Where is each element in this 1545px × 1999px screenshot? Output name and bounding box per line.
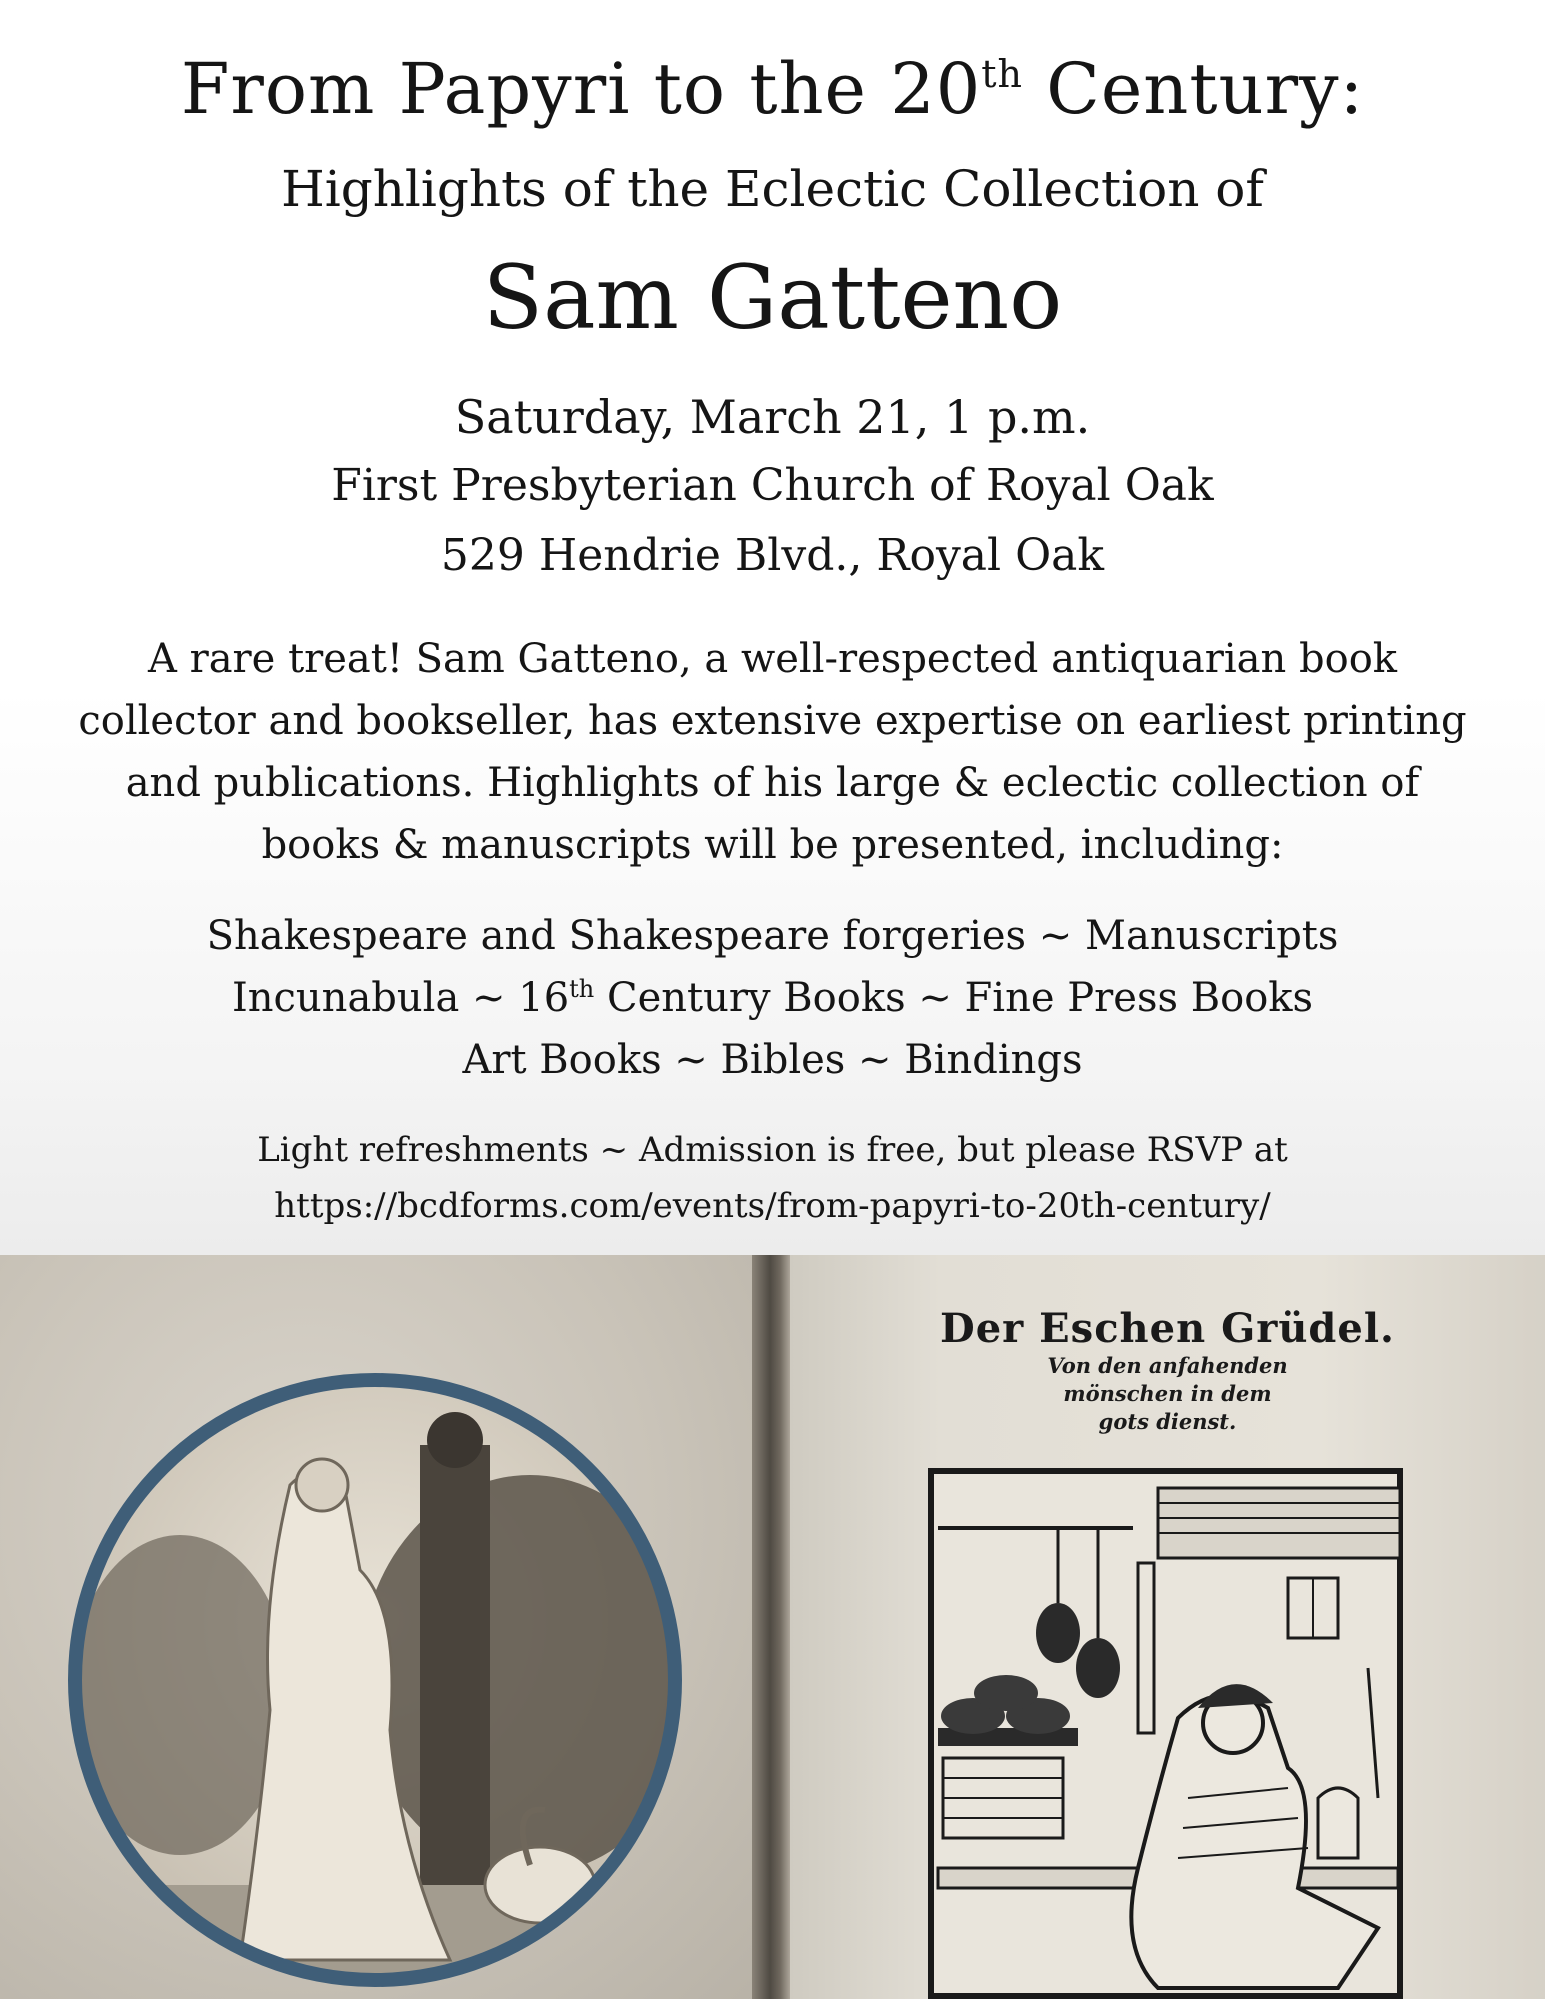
title-superscript: th: [981, 52, 1024, 96]
topics-line-1: Shakespeare and Shakespeare forgeries ~ Manuscripts: [206, 913, 1339, 959]
book-page-title: Der Eschen Grüdel.: [940, 1305, 1395, 1352]
topics-line-2-text: Incunabula ~ 16: [231, 975, 570, 1021]
event-date: Saturday, March 21, 1 p.m.: [454, 390, 1091, 444]
event-address: 529 Hendrie Blvd., Royal Oak: [440, 530, 1105, 581]
flyer-subtitle: Highlights of the Eclectic Collection of: [281, 160, 1264, 218]
title-text: From Papyri to the 20: [180, 48, 982, 130]
book-page-line-3: gots dienst.: [1098, 1409, 1237, 1434]
title-text-end: Century:: [1023, 48, 1365, 130]
event-description: A rare treat! Sam Gatteno, a well-respected antiquarian book collector and bookseller, has extensive expertise on earliest printing and publications. Highlights of his large & eclectic collection of books & manuscripts will be presented, including:: [78, 636, 1467, 868]
rsvp-url: https://bcdforms.com/events/from-papyri-to-20th-century/: [274, 1186, 1271, 1226]
flyer-title: [0, 48, 1545, 130]
book-page-line-1: Von den anfahenden: [1047, 1353, 1288, 1378]
book-gutter: [752, 1255, 792, 1999]
book-page-heading: [790, 1305, 1545, 1436]
topics-line-3: Art Books ~ Bibles ~ Bindings: [462, 1037, 1083, 1083]
topics-line-2-text-end: Century Books ~ Fine Press Books: [594, 975, 1314, 1021]
book-page-line-2: mönschen in dem: [1063, 1381, 1272, 1406]
topics-line-2: [0, 967, 1545, 1029]
book-photos: [0, 1255, 1545, 1999]
topics-line-2-superscript: th: [569, 975, 595, 1003]
engraving-illustration: [60, 1365, 690, 1995]
rsvp-line: Light refreshments ~ Admission is free, but please RSVP at: [257, 1130, 1288, 1170]
topics-list: [0, 905, 1545, 1091]
event-venue: First Presbyterian Church of Royal Oak: [331, 460, 1214, 511]
speaker-name: Sam Gatteno: [482, 246, 1063, 349]
rsvp-info: [0, 1122, 1545, 1234]
woodcut-illustration: [928, 1468, 1403, 1999]
